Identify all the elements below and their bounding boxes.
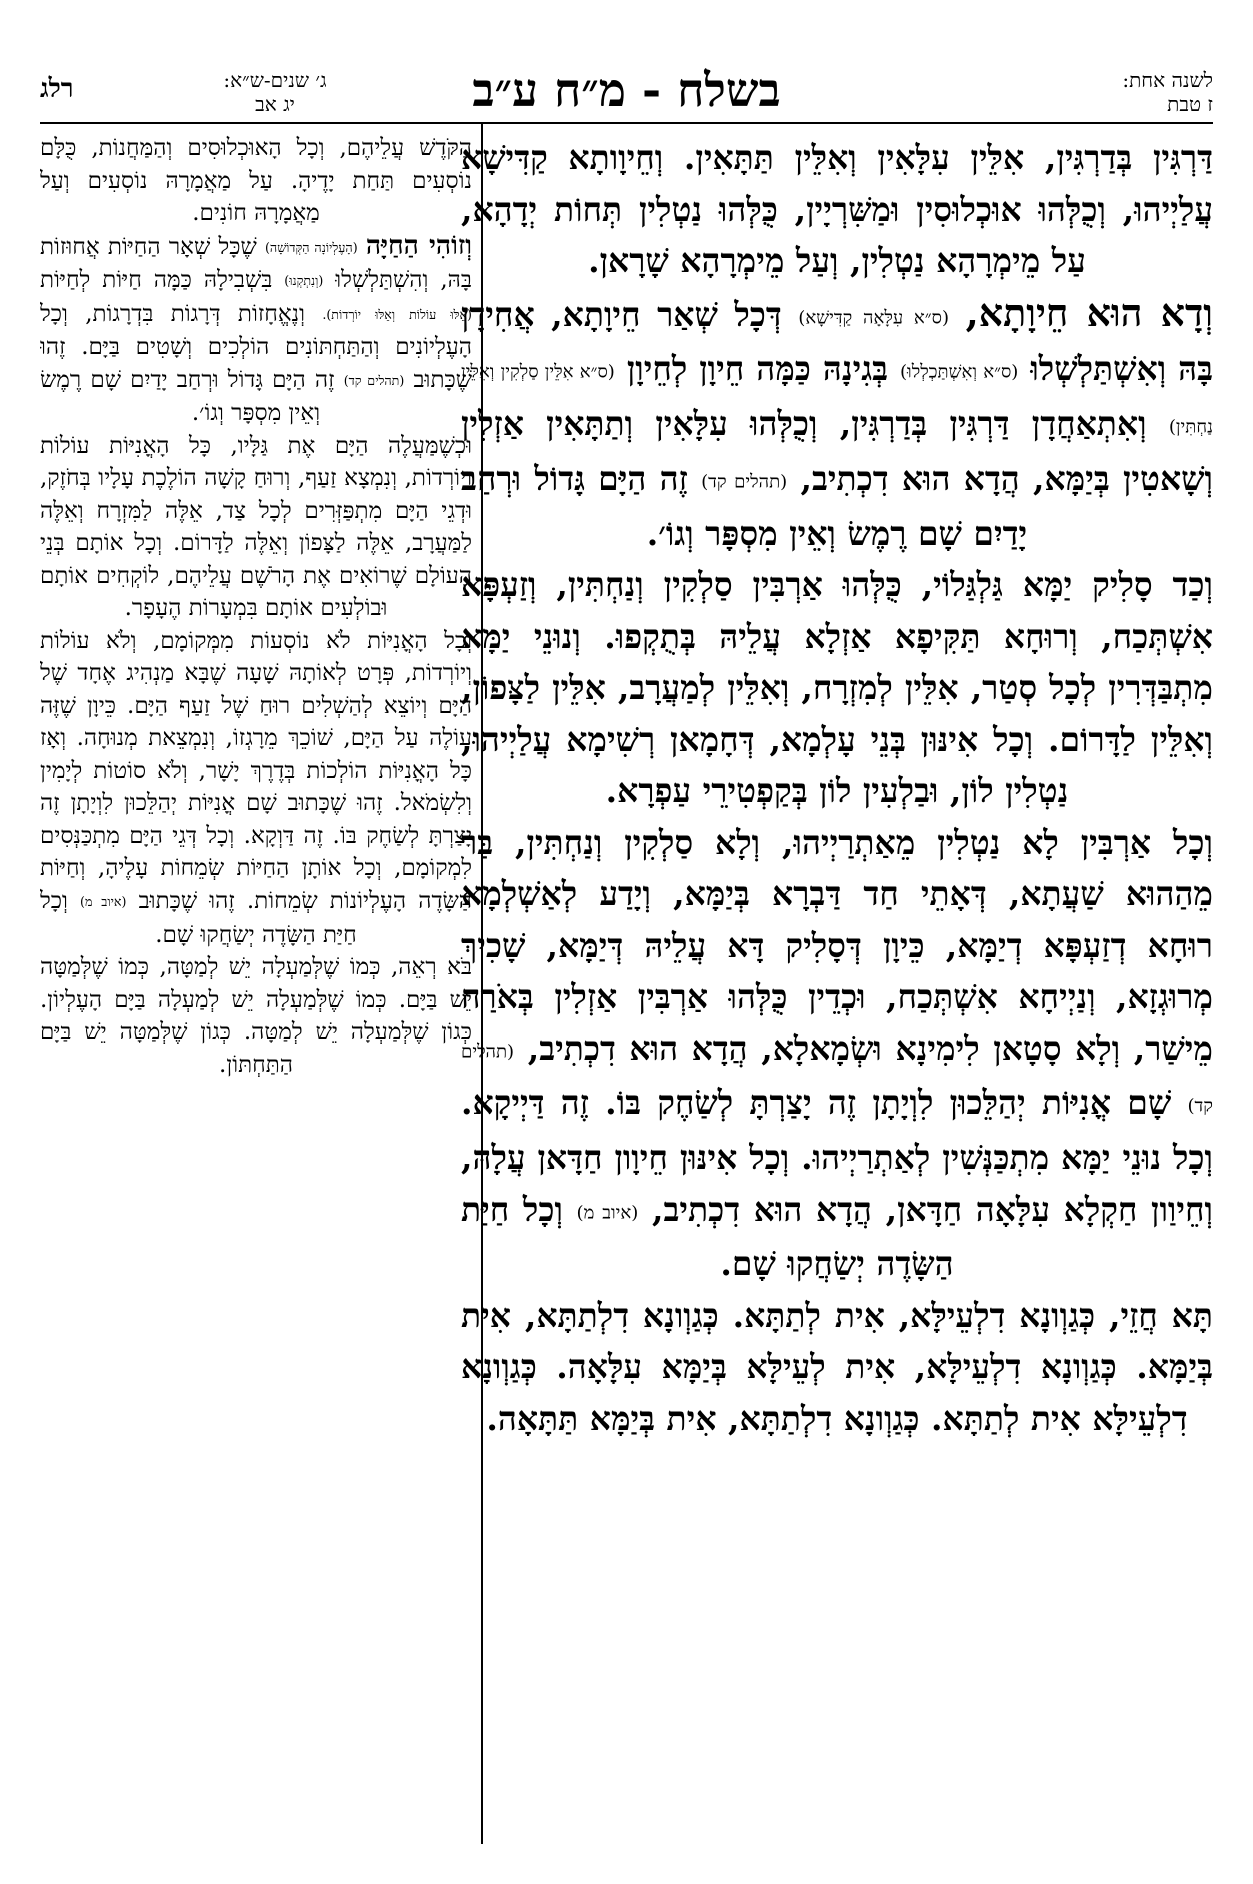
- side-p2-text: בִּשְׁבִילָהּ כַּמָּה חַיּוֹת לְחַיּוֹת: [40, 267, 273, 294]
- one-year-schedule: [1013, 68, 1213, 116]
- three-year-label: ג׳ שנים-ש״א:: [223, 68, 327, 92]
- main-p4-text: שָׁם אֳנִיּוֹת יְהַלֵּכוּן לִוְיָתָן זֶה יָצַרְתָּ לְשַׂחֶק בּוֹ. זֶה דַּיְיקָא. וְכָל נוּנֵי יַמָּא מִתְכַּנְּשִׁין לְאַתְרַיְיהוּ. וְכָל אִינּוּן חֵיוָון חַדָּאן עֲלָהּ, וְחֵיוַון חַקְלָא עִלָּאָה חַדָּאן, הֲדָא הוּא דִכְתִיב,: [461, 1083, 1213, 1229]
- main-p2-verse: זֶה הַיָּם גָּדוֹל וּרְחַב יָדַיִם שָׁם רֶמֶשׂ וְאֵין מִסְפָּר וְגוֹ׳.: [461, 458, 1028, 553]
- main-p2-text: בְּגִינָהּ כַּמָּה חֵיוָן לְחֵיוָן: [626, 349, 889, 389]
- header-divider: [40, 122, 1213, 124]
- three-year-info: [160, 68, 390, 116]
- main-paragraph-5: תָּא חֲזֵי, כְּגַוְונָא דִלְעֵילָּא, אִית לְתַתָּא. כְּגַוְונָא דִלְתַתָּא, אִית בְּיַמָּא. כְּגַוְונָא דִלְעֵילָּא, אִית לְעֵילָּא בְּיַמָּא עִלָּאָה. כְּגַוְונָא דִלְעֵילָּא אִית לְתַתָּא. כְּגַוְונָא דִלְתַתָּא, אִית בְּיַמָּא תַּתָּאָה.: [461, 1295, 1213, 1438]
- side-paragraph-2: [40, 230, 472, 430]
- main-p2-text: דְּכָל שְׁאַר חֵיוָתָא, אֲחִידָן בָּהּ וְאִשְׁתַּלְשְׁלוּ: [461, 294, 1213, 389]
- variant-note: (וְנִתְקְנוּ): [284, 273, 324, 289]
- one-year-date: ז טבת: [1167, 92, 1213, 116]
- side-p2-lead: וְזוֹהִי הַחַיָּה: [365, 229, 472, 261]
- side-p2-text: שֶׁכָּל שְׁאָר הַחַיּוֹת אֲחוּזוֹת בָּהּ, וְהִשְׁתַּלְשְׁלוּ: [40, 233, 472, 294]
- variant-note: (הָעֶלְיוֹנָה הַקְּדוֹשָׁה): [265, 239, 358, 255]
- side-paragraph-1: הַקֹּדֶשׁ עֲלֵיהֶם, וְכָל הָאוּכְלוּסִים וְהַמַּחֲנוֹת, כֻּלָּם נוֹסְעִים תַּחַת יָדֶיהָ. עַל מַאֲמָרָהּ נוֹסְעִים וְעַל מַאֲמָרָהּ חוֹנִים.: [40, 135, 472, 226]
- aramaic-text-column: [461, 132, 1213, 1852]
- variant-note: (ס״א וְאִשְׁתַּכְלְלוּ): [899, 361, 1019, 383]
- main-paragraph-2: [461, 287, 1213, 560]
- main-p4-verse: וְכָל חַיַּת הַשָּׂדֶה יְשַׂחֲקוּ שָׁם.: [461, 1189, 954, 1284]
- verse-reference: (איוב מ): [576, 1201, 639, 1223]
- variant-note: (אֵלּוּ עוֹלוֹת וְאֵלּוּ יוֹרְדוֹת).: [322, 306, 472, 322]
- verse-reference: (איוב מ): [80, 894, 127, 910]
- one-year-label: לשנה אחת:: [1122, 68, 1213, 92]
- side-paragraph-4: [40, 625, 472, 951]
- hebrew-translation-column: [40, 132, 472, 1852]
- side-p4-verse: וְכָל חַיַּת הַשָּׂדֶה יְשַׂחֲקוּ שָׁם.: [40, 887, 357, 948]
- verse-reference: (תהלים קד): [701, 471, 788, 493]
- main-paragraph-3: וְכַד סָלִיק יַמָּא גַּלְגַּלוֹי, כֻּלְּהוּ אַרְבִּין סַלְקִין וְנַחְתִּין, וְזַעְפָּא אִשְׁתְּכַח, וְרוּחָא תַּקִּיפָא אַזְלָא עֲלֵיהּ בְּתֻקְפוּ. וְנוּנֵי יַמָּא מִתְבַּדְּרִין לְכָל סְטַר, אִלֵּין לְמִזְרָח, וְאִלֵּין לְמַעֲרָב, אִלֵּין לַצָּפוֹן, וְאִלֵּין לַדָּרוֹם. וְכָל אִינּוּן בְּנֵי עָלְמָא, דְּחָמָאן רְשִׁימָא עֲלַיְיהוּ, נַטְלִין לוֹן, וּבַלְעִין לוֹן בְּקַפְטִירֵי עַפְרָא.: [461, 565, 1213, 811]
- main-p2-text: וְאִתְאַחֲדָן דַּרְגִּין בְּדַרְגִּין, וְכֻלְּהוּ עִלָּאִין וְתַתָּאִין אַזְלִין וְשָׁאטִין בְּיַמָּא, הֲדָא הוּא דִכְתִיב,: [461, 404, 1213, 498]
- side-p2-text: וְנֶאֱחָזוֹת דְּרָגוֹת בִּדְרָגוֹת, וְכָל הָעֶלְיוֹנִים וְהַתַּחְתּוֹנִים הוֹלְכִים וְשָׁטִים בַּיָּם. זֶהוּ שֶׁכָּתוּב: [40, 300, 472, 393]
- page-header: [40, 60, 1213, 120]
- page-title: בשלח - מ״ח ע״ב: [472, 63, 781, 117]
- verse-reference: (תהלים קד): [461, 1040, 1213, 1117]
- main-paragraph-1: דַּרְגִּין בְּדַרְגִּין, אִלֵּין עִלָּאִין וְאִלֵּין תַּתָּאִין. וְחֵיוָותָא קַדִּישָׁא עֲלַיְיהוּ, וְכֻלְּהוּ אוּכְלוּסִין וּמַשִּׁרְיָין, כֻּלְּהוּ נַטְלִין תְּחוֹת יְדָהָא, עַל מֵימְרָהָא נַטְלִין, וְעַל מֵימְרָהָא שָׁרָאן.: [461, 138, 1213, 280]
- three-year-schedule: [40, 68, 400, 120]
- variant-note: (ס״א אִלֵּין סַלְקִין וְאִלֵּין נַחְתִּין): [461, 361, 1213, 438]
- verse-reference: (תהלים קד): [343, 372, 405, 388]
- three-year-date: יג אב: [255, 92, 295, 116]
- side-paragraph-5: בֹּא רְאֵה, כְּמוֹ שֶׁלְּמַעְלָה יֵשׁ לְמַטָּה, כְּמוֹ שֶׁלְּמַטָּה יֵשׁ בַּיָּם. כְּמוֹ שֶׁלְּמַעְלָה יֵשׁ לְמַעְלָה בַּיָּם הָעֶלְיוֹן. כְּגוֹן שֶׁלְּמַעְלָה יֵשׁ לְמַטָּה. כְּגוֹן שֶׁלְּמַטָּה יֵשׁ בַּיָּם הַתַּחְתּוֹן.: [40, 954, 472, 1078]
- side-paragraph-3: וּכְשֶׁמַּעֲלֶה הַיָּם אֶת גַּלָּיו, כָּל הָאֳנִיּוֹת עוֹלוֹת וְיוֹרְדוֹת, וְנִמְצָא זַעַף, וְרוּחַ קָשָׁה הוֹלֶכֶת עָלָיו בְּחֹזֶק, וּדְגֵי הַיָּם מִתְפַּזְּרִים לְכָל צַד, אֵלֶּה לַמִּזְרָח וְאֵלֶּה לַמַּעֲרָב, אֵלֶּה לַצָּפוֹן וְאֵלֶּה לַדָּרוֹם. וְכָל אוֹתָם בְּנֵי הָעוֹלָם שֶׁרוֹאִים אֶת הָרֹשֶׁם עֲלֵיהֶם, לוֹקְחִים אוֹתָם וּבוֹלְעִים אוֹתָם בִּמְעָרוֹת הֶעָפָר.: [40, 432, 472, 622]
- variant-note: (ס״א עִלָּאָה קַדִּישָׁא): [798, 306, 950, 328]
- side-p2-verse: זֶה הַיָּם גָּדוֹל וּרְחַב יָדַיִם שָׁם רֶמֶשׂ וְאֵין מִסְפָּר וְגוֹ׳.: [40, 366, 335, 427]
- main-paragraph-4: [461, 817, 1213, 1290]
- side-p4-text: וְכָל הָאֳנִיּוֹת לֹא נוֹסְעוֹת מִמְּקוֹמָם, וְלֹא עוֹלוֹת וְיוֹרְדוֹת, פְּרָט לְאוֹתָהּ שָׁעָה שֶׁבָּא מַנְהִיג אֶחָד שֶׁל הַיָּם וְיוֹצֵא לְהַשְׁלִים רוּחַ שֶׁל זַעַף הַיָּם. כֵּיוָן שֶׁזֶּה עוֹלֶה עַל הַיָּם, שׁוֹכֵךְ מֵרָגְזוֹ, וְנִמְצֵאת מְנוּחָה. וְאָז כָּל הָאֳנִיּוֹת הוֹלְכוֹת בְּדֶרֶךְ יָשָׁר, וְלֹא סוֹטוֹת לְיָמִין וְלִשְׂמֹאל. זֶהוּ שֶׁכָּתוּב שָׁם אֳנִיּוֹת יְהַלֵּכוּן לִוְיָתָן זֶה יָצַרְתָּ לְשַׂחֶק בּוֹ. זֶה דַּוְקָא. וְכָל דְּגֵי הַיָּם מִתְכַּנְּסִים לִמְקוֹמָם, וְכָל אוֹתָן הַחַיּוֹת שְׂמֵחוֹת עָלֶיהָ, וְחַיּוֹת הַשָּׂדֶה הָעֶלְיוֹנוֹת שְׂמֵחוֹת. זֶהוּ שֶׁכָּתוּב: [40, 627, 472, 914]
- main-p4-text: וְכָל אַרְבִּין לָא נַטְלִין מֵאַתְרַיְיהוּ, וְלָא סַלְקִין וְנַחְתִּין, בַּר מֵהַהוּא שַׁעֲתָא, דְּאָתֵי חַד דַּבְרָא בְּיַמָּא, וְיָדַע לְאַשְׁלְמָא רוּחָא דְזַעְפָּא דְיַמָּא, כֵּיוָן דְּסָלִיק דָּא עֲלֵיהּ דְּיַמָּא, שָׁכִיךְ מְרוּגְזָא, וְנַיְיחָא אִשְׁתְּכַח, וּכְדֵין כֻּלְּהוּ אַרְבִּין אַזְלִין בְּאֹרַח מֵישַׁר, וְלָא סָטָאן לִימִינָא וּשְׂמָאלָא, הֲדָא הוּא דִכְתִיב,: [461, 822, 1213, 1068]
- page-number: רלג: [40, 74, 74, 104]
- main-p2-lead: וְדָא הוּא חֵיוָתָא,: [965, 289, 1213, 335]
